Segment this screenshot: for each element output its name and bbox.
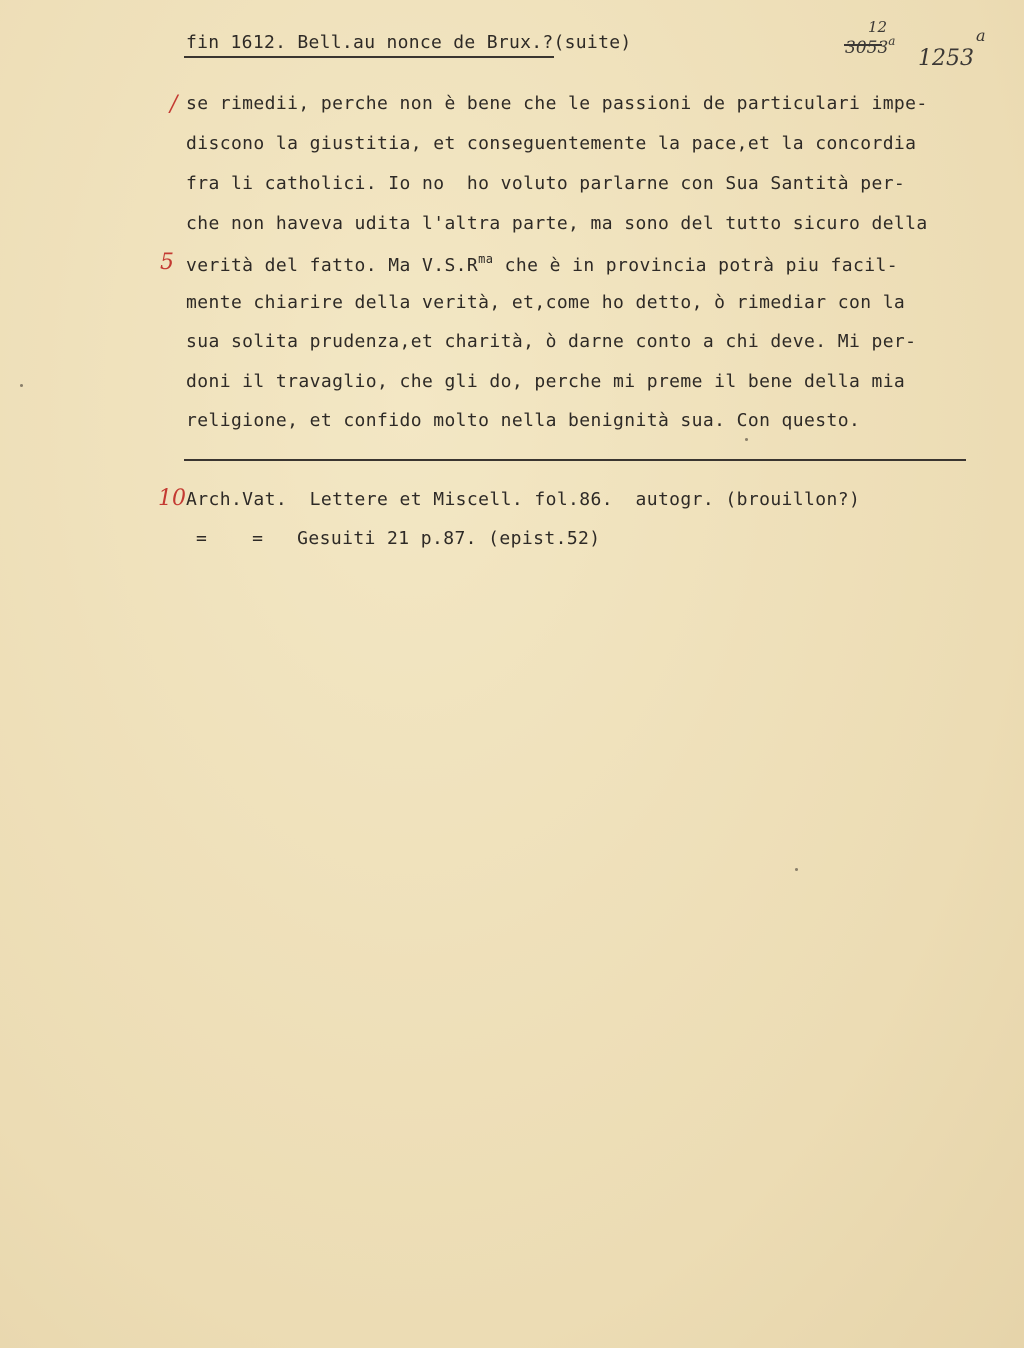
folio-handwritten-suffix: a	[976, 26, 986, 45]
body-line: che non haveva udita l'altra parte, ma sono del tutto sicuro della	[186, 213, 928, 234]
paper-speck	[745, 438, 748, 441]
body-line: discono la giustitia, et conseguentemente la pace,et la concordia	[186, 133, 917, 154]
folio-struck-number	[845, 34, 895, 58]
body-line: se rimedii, perche non è bene che le passioni de particulari impe-	[186, 93, 928, 114]
body-line-end: che è in provincia potrà piu facil-	[493, 255, 898, 276]
body-line: doni il travaglio, che gli do, perche mi preme il bene della mia	[186, 371, 906, 392]
body-line	[186, 252, 898, 276]
folio-struck-suffix: a	[888, 34, 896, 48]
folio-struck-digits: 3053	[845, 38, 889, 58]
folio-strike-line	[844, 44, 882, 46]
margin-number-1: /	[170, 92, 178, 117]
body-line: religione, et confido molto nella benignità sua. Con questo.	[186, 410, 861, 431]
margin-number-5: 5	[160, 250, 174, 275]
body-line: mente chiarire della verità, et,come ho detto, ò rimediar con la	[186, 292, 906, 313]
body-line: fra li catholici. Io no ho voluto parlarne con Sua Santità per-	[186, 173, 906, 194]
superscript-ma: ma	[478, 252, 494, 266]
body-line-start: verità del fatto. Ma V.S.R	[186, 255, 479, 276]
section-divider	[184, 459, 966, 461]
source-line: = = Gesuiti 21 p.87. (epist.52)	[196, 528, 601, 549]
paper-speck	[20, 384, 23, 387]
page-header: fin 1612. Bell.au nonce de Brux.?(suite)	[186, 32, 632, 53]
source-line: Arch.Vat. Lettere et Miscell. fol.86. autogr. (brouillon?)	[186, 489, 861, 510]
body-line: sua solita prudenza,et charità, ò darne conto a chi deve. Mi per-	[186, 331, 917, 352]
folio-handwritten-number: 1253	[918, 46, 974, 71]
paper-speck	[795, 868, 798, 871]
header-underline	[184, 56, 554, 58]
folio-top-number: 12	[868, 18, 888, 36]
margin-number-10: 10	[158, 486, 186, 511]
